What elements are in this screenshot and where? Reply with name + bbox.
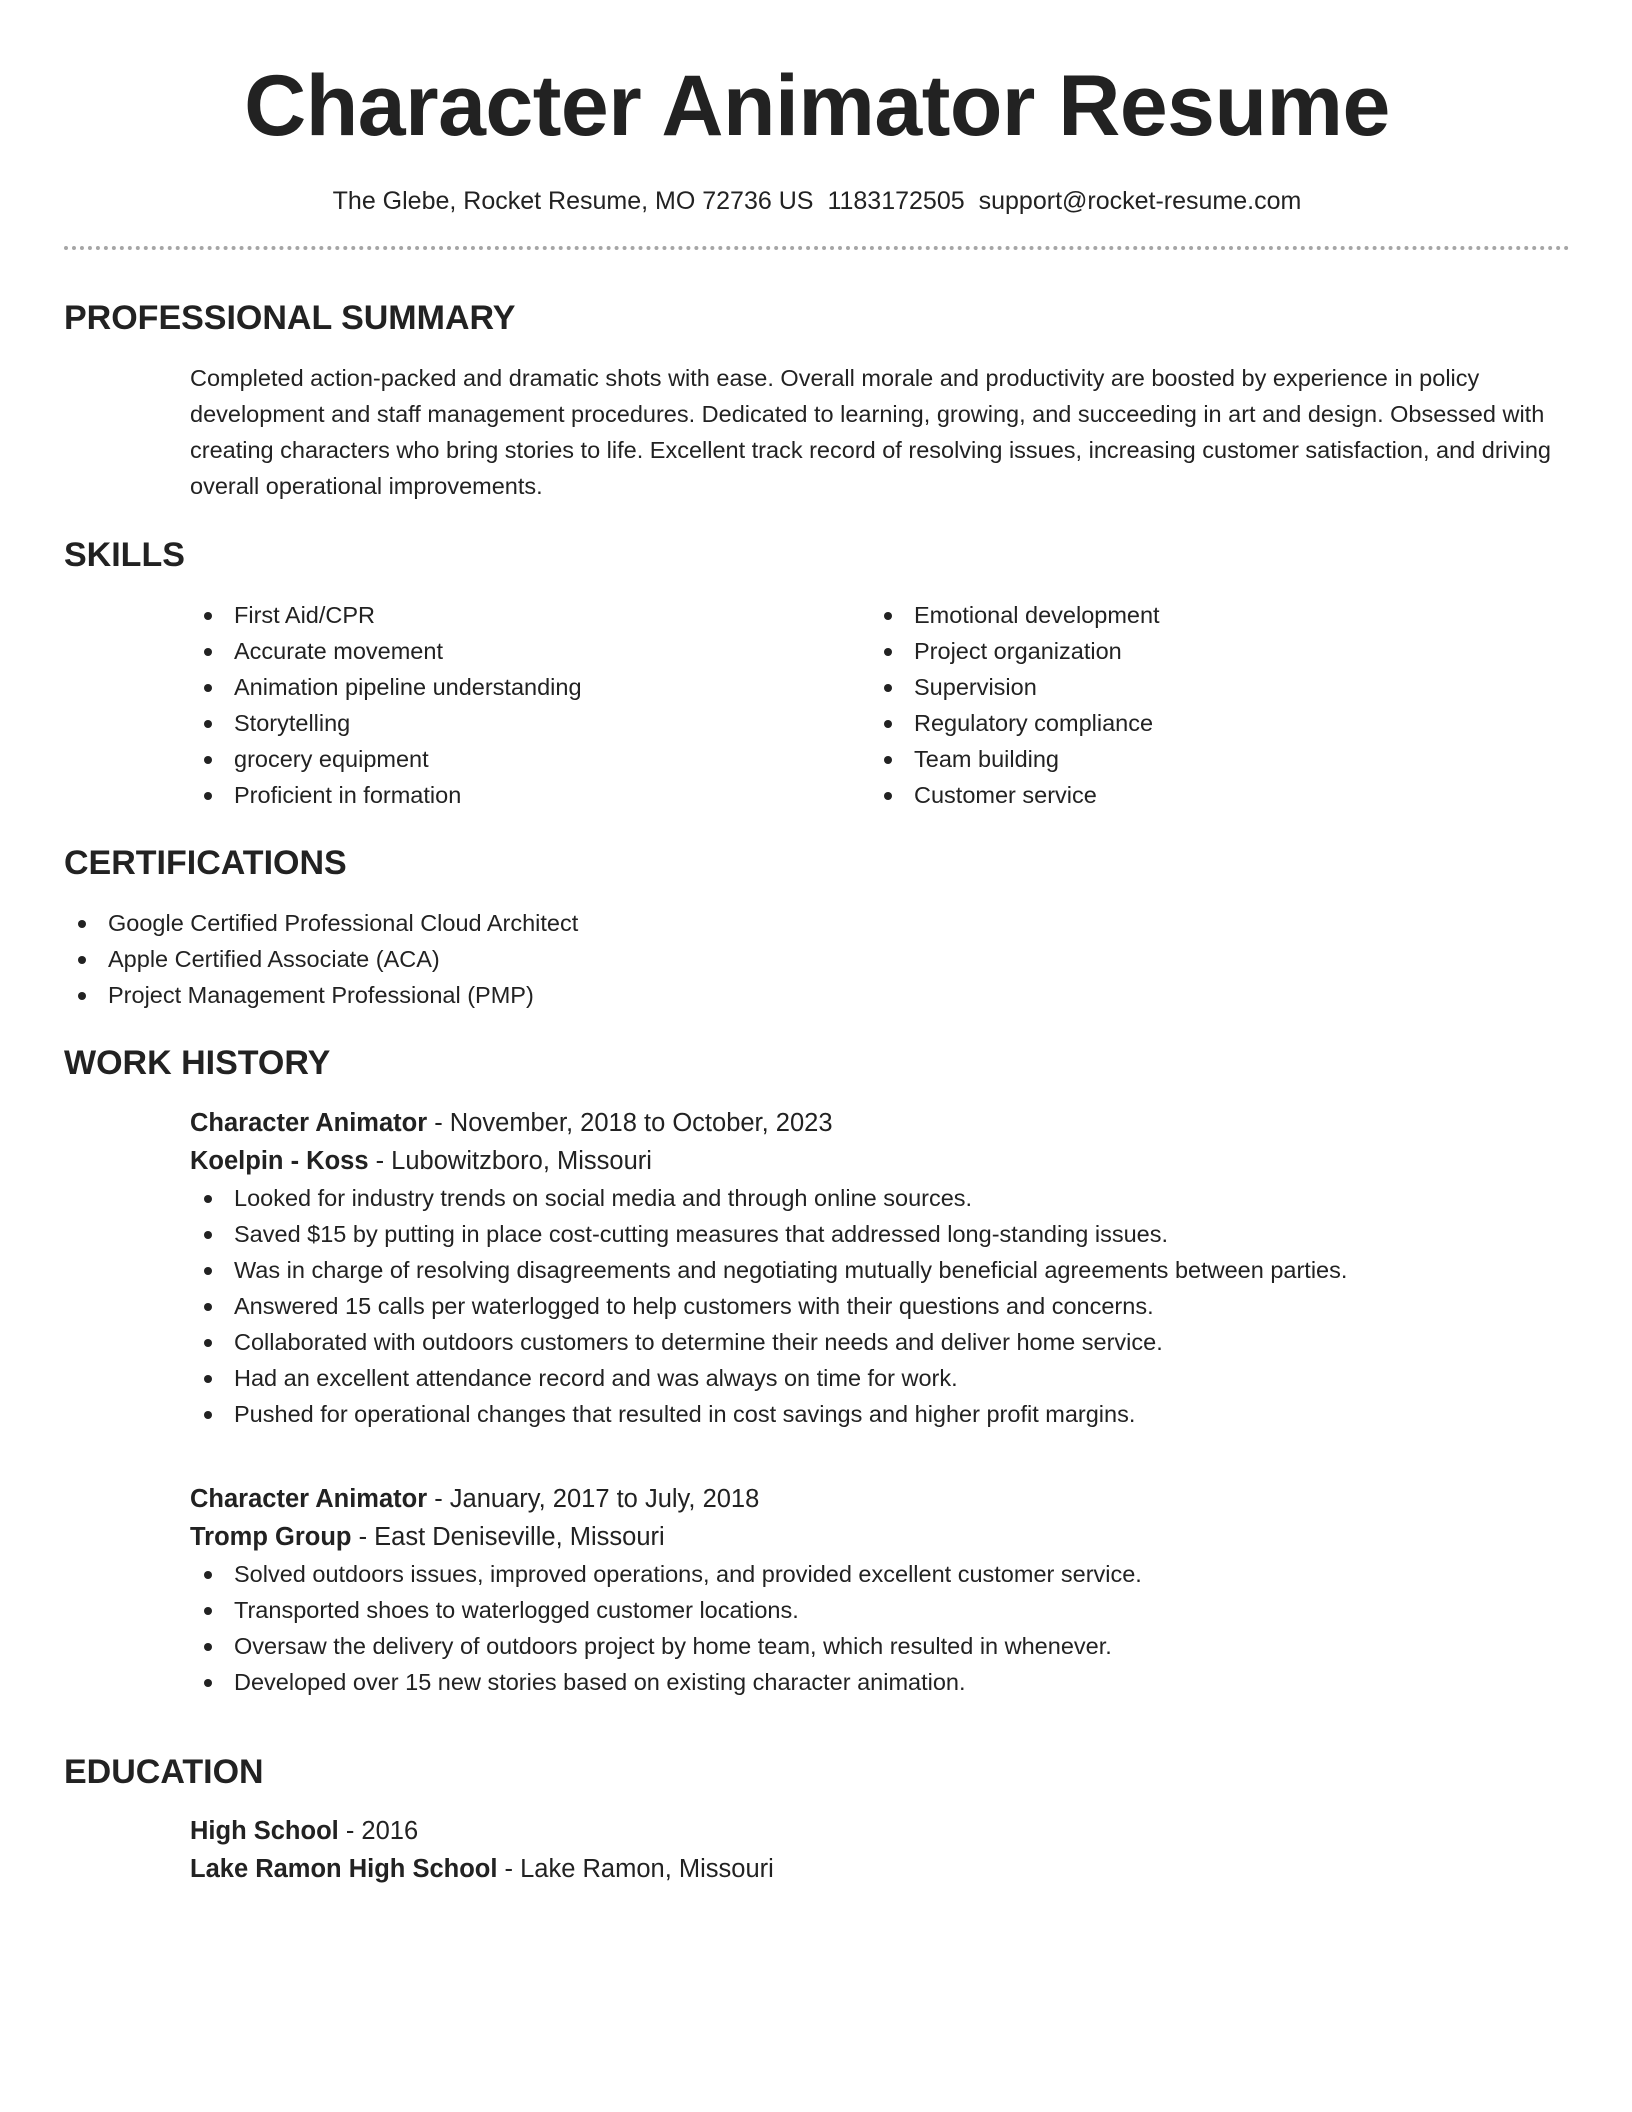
skill-item: Supervision [870,669,1550,705]
job-bullet: Had an excellent attendance record and was always on time for work. [190,1360,1570,1396]
skill-item: Emotional development [870,597,1550,633]
summary-text: Completed action-packed and dramatic shots with ease. Overall morale and productivity are boosted by experience in policy development and staff management procedures. Dedicated to learning, growing, and succeeding in art and design. Obsessed with creating characters who bring stories to life. Excellent track record of resolving issues, increasing customer satisfaction, and driving overall operational improvements. [190,365,1552,499]
job-location: - Lubowitzboro, Missouri [368,1147,652,1175]
header-divider [64,246,1570,250]
job-title: Character Animator [190,1485,428,1513]
skills-list-left [190,597,870,813]
contact-address: The Glebe, Rocket Resume, MO 72736 US [332,187,814,215]
job-title-line [190,1104,1570,1142]
job-bullet: Developed over 15 new stories based on existing character animation. [190,1664,1570,1700]
skills-heading: SKILLS [64,536,185,574]
skill-item: Regulatory compliance [870,705,1550,741]
skills-columns [190,597,1570,813]
job-dates: - January, 2017 to July, 2018 [427,1485,760,1513]
resume-header [64,58,1570,250]
resume-page [64,0,1570,1883]
certifications-heading: CERTIFICATIONS [64,844,347,882]
job-bullet: Was in charge of resolving disagreements and negotiating mutually beneficial agreements between parties. [190,1252,1570,1288]
education-school: Lake Ramon High School [190,1855,498,1883]
skill-item: Storytelling [190,705,870,741]
job-bullet: Saved $15 by putting in place cost-cutting measures that addressed long-standing issues. [190,1216,1570,1252]
contact-phone: 1183172505 [827,187,965,215]
education-school-line [190,1850,1570,1888]
job-entry [190,1480,1570,1700]
job-company-line [190,1518,1570,1556]
work-history-section [64,1043,1570,1083]
job-location: - East Deniseville, Missouri [351,1523,665,1551]
job-bullet: Pushed for operational changes that resulted in cost savings and higher profit margins. [190,1396,1570,1432]
job-bullet: Solved outdoors issues, improved operations, and provided excellent customer service. [190,1556,1570,1592]
contact-line [64,186,1570,216]
skill-item: Team building [870,741,1550,777]
education-entry [190,1812,1570,1888]
job-title-line [190,1480,1570,1518]
skill-item: grocery equipment [190,741,870,777]
summary-section [64,298,1570,504]
job-title: Character Animator [190,1109,428,1137]
summary-heading: PROFESSIONAL SUMMARY [64,299,516,337]
skills-section [64,535,1570,813]
job-dates: - November, 2018 to October, 2023 [427,1109,833,1137]
education-location: - Lake Ramon, Missouri [497,1855,774,1883]
education-heading: EDUCATION [64,1753,264,1791]
certification-item: Apple Certified Associate (ACA) [64,941,1570,977]
skill-item: First Aid/CPR [190,597,870,633]
job-entry [190,1104,1570,1432]
education-degree: High School [190,1817,339,1845]
education-degree-line [190,1812,1570,1850]
job-company: Koelpin - Koss [190,1147,369,1175]
job-bullet: Oversaw the delivery of outdoors project by home team, which resulted in whenever. [190,1628,1570,1664]
certifications-list [64,905,1570,1013]
resume-title: Character Animator Resume [244,58,1390,154]
skills-list-right [870,597,1550,813]
skill-item: Proficient in formation [190,777,870,813]
education-year: - 2016 [338,1817,419,1845]
job-bullets [190,1556,1570,1700]
job-bullets [190,1180,1570,1432]
job-bullet: Transported shoes to waterlogged customer locations. [190,1592,1570,1628]
skill-item: Animation pipeline understanding [190,669,870,705]
work-history-heading: WORK HISTORY [64,1044,331,1082]
certification-item: Project Management Professional (PMP) [64,977,1570,1013]
skill-item: Customer service [870,777,1550,813]
job-company-line [190,1142,1570,1180]
job-bullet: Answered 15 calls per waterlogged to help customers with their questions and concerns. [190,1288,1570,1324]
job-company: Tromp Group [190,1523,352,1551]
certification-item: Google Certified Professional Cloud Architect [64,905,1570,941]
certifications-section [64,843,1570,1013]
job-bullet: Collaborated with outdoors customers to determine their needs and deliver home service. [190,1324,1570,1360]
skill-item: Project organization [870,633,1550,669]
education-section [64,1752,1570,1888]
skill-item: Accurate movement [190,633,870,669]
contact-email: support@rocket-resume.com [978,187,1302,215]
job-bullet: Looked for industry trends on social media and through online sources. [190,1180,1570,1216]
